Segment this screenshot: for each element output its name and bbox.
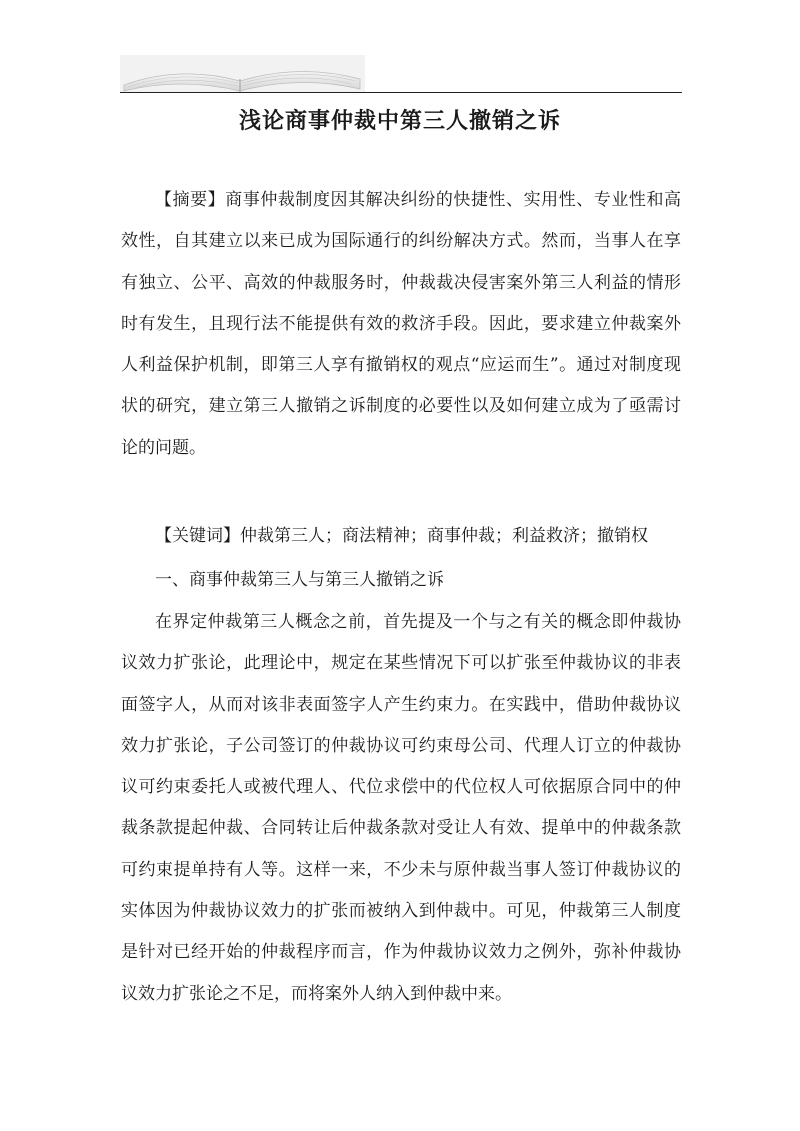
keywords-text: 仲裁第三人；商法精神；商事仲裁；利益救济；撤销权: [240, 526, 648, 546]
document-title: 浅论商事仲裁中第三人撤销之诉: [238, 109, 561, 134]
abstract-text: 商事仲裁制度因其解决纠纷的快捷性、实用性、专业性和高效性，自其建立以来已成为国际通行的纠纷解决方式。然而，当事人在享有独立、公平、高效的仲裁服务时，仲裁裁决侵害案外第三人利益的情形时有发生，且现行法不能提供有效的救济手段。因此，要求建立仲裁案外人利益保护机制，即第三人享有撤销权的观点“应运而生”。通过对制度现状的研究，建立第三人撤销之诉制度的必要性以及如何建立成为了亟需讨论的问题。: [121, 190, 682, 458]
abstract-paragraph: [121, 180, 681, 469]
keywords-paragraph: [121, 516, 681, 557]
open-book-icon: [120, 55, 365, 93]
header-divider: [120, 92, 682, 93]
section-heading: 一、商事仲裁第三人与第三人撤销之诉: [155, 570, 444, 590]
keywords-label: 【关键词】: [155, 526, 240, 546]
abstract-label: 【摘要】: [155, 190, 226, 210]
body-paragraph: 在界定仲裁第三人概念之前，首先提及一个与之有关的概念即仲裁协议效力扩张论，此理论中，规定在某些情况下可以扩张至仲裁协议的非表面签字人，从而对该非表面签字人产生约束力。在实践中，借助仲裁协议效力扩张论，子公司签订的仲裁协议可约束母公司、代理人订立的仲裁协议可约束委托人或被代理人、代位求偿中的代位权人可依据原合同中的仲裁条款提起仲裁、合同转让后仲裁条款对受让人有效、提单中的仲裁条款可约束提单持有人等。这样一来，不少未与原仲裁当事人签订仲裁协议的实体因为仲裁协议效力的扩张而被纳入到仲裁中。可见，仲裁第三人制度是针对已经开始的仲裁程序而言，作为仲裁协议效力之例外，弥补仲裁协议效力扩张论之不足，而将案外人纳入到仲裁中来。: [121, 612, 681, 1004]
